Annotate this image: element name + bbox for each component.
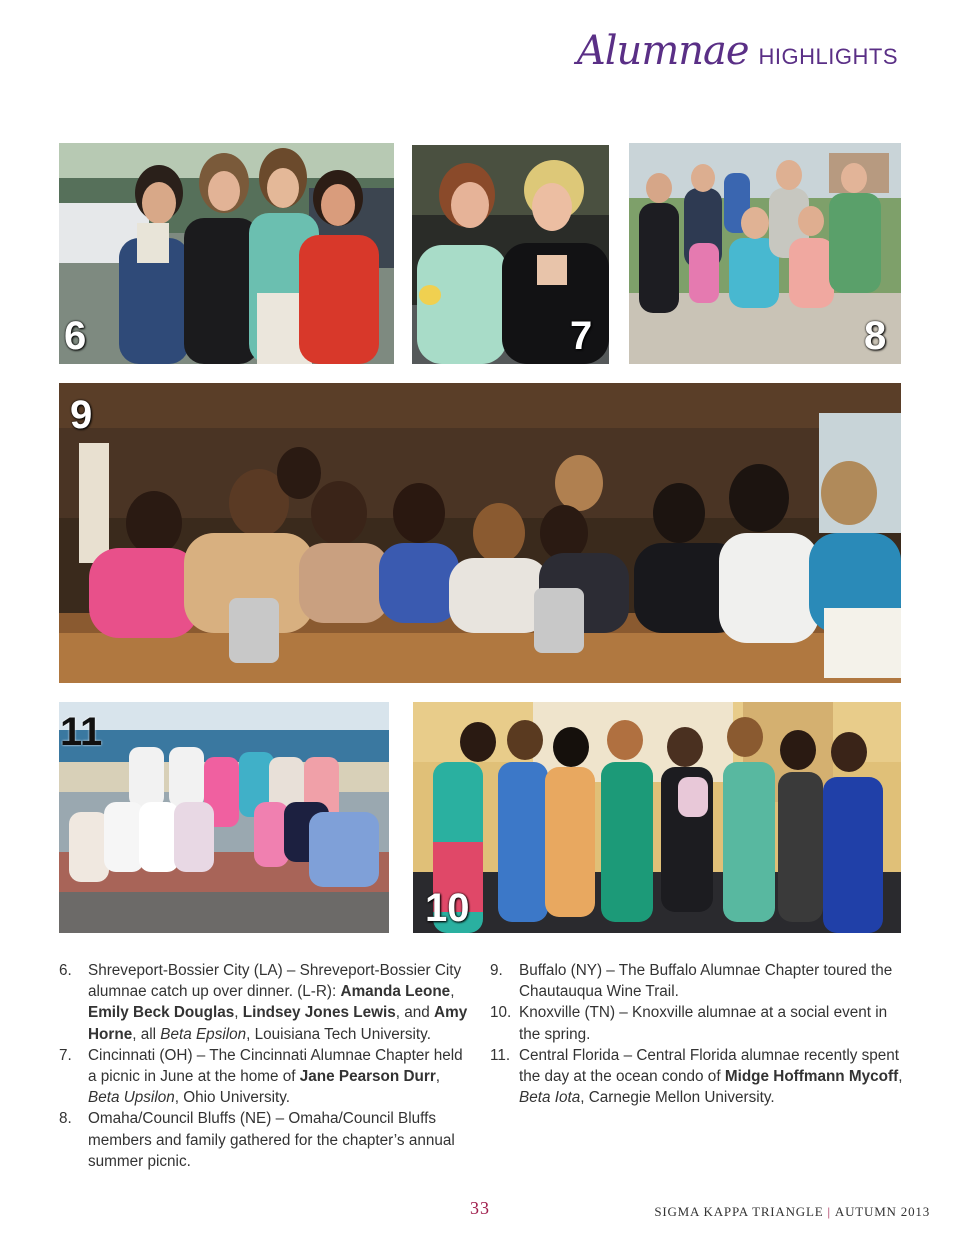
caption-item (59, 1108, 474, 1172)
photo-6-number: 6 (64, 314, 87, 358)
caption-number: 9. (490, 962, 503, 979)
photo-8 (629, 143, 901, 364)
header-script-word: Alumnae (576, 28, 749, 74)
caption-segment: , Louisiana Tech University. (246, 1025, 431, 1043)
caption-number: 6. (59, 962, 72, 979)
section-header (577, 28, 898, 78)
caption-segment: , (898, 1068, 903, 1086)
caption-text (519, 1002, 910, 1044)
caption-segment: Beta Epsilon (160, 1025, 247, 1043)
caption-item (490, 1045, 910, 1109)
publication-footer (654, 1204, 930, 1220)
caption-text (519, 1045, 910, 1109)
caption-segment: Knoxville (TN) – Knoxville alumnae at a social event in the spring. (519, 1004, 888, 1043)
captions-left-column (59, 960, 474, 1172)
caption-segment: , and (395, 1004, 435, 1022)
photo-8-number: 8 (864, 314, 887, 358)
footer-separator: | (827, 1204, 831, 1219)
caption-segment: Beta Iota (519, 1089, 581, 1107)
caption-segment: , (450, 983, 455, 1001)
caption-text (88, 1108, 474, 1172)
caption-segment: Shreveport-Bossier City (LA) – Shreveport-Bossier City alumnae catch up over dinner. (L-R): (88, 962, 462, 1001)
caption-number: 11. (490, 1046, 511, 1064)
publication-name: SIGMA KAPPA TRIANGLE (654, 1204, 824, 1219)
caption-item (490, 1002, 910, 1044)
caption-item (59, 960, 474, 1045)
caption-segment: Central Florida – Central Florida alumnae recently spent the day at the ocean condo of (519, 1046, 900, 1086)
caption-segment: Emily Beck Douglas (88, 1004, 235, 1022)
photo-10 (413, 702, 901, 933)
caption-text (88, 960, 474, 1045)
caption-text (519, 960, 910, 1002)
photo-11 (59, 702, 389, 933)
caption-segment: Beta Upsilon (88, 1089, 175, 1107)
photo-10-number: 10 (425, 886, 470, 930)
caption-segment: , (435, 1068, 441, 1086)
photo-9 (59, 383, 901, 683)
caption-segment: Midge Hoffmann Mycoff (724, 1068, 899, 1086)
page-number: 33 (470, 1198, 490, 1218)
issue-name: AUTUMN 2013 (834, 1204, 930, 1219)
captions-right-column (490, 960, 910, 1108)
caption-segment: Amy Horne (88, 1004, 468, 1043)
photo-6 (59, 143, 394, 364)
caption-segment: Jane Pearson Durr (299, 1068, 436, 1086)
header-caps-word: HIGHLIGHTS (758, 44, 898, 69)
photo-9-number: 9 (70, 393, 93, 437)
photo-7-number: 7 (570, 314, 593, 358)
caption-segment: , Carnegie Mellon University. (580, 1089, 775, 1107)
caption-number: 10. (490, 1004, 512, 1022)
caption-segment: , (234, 1004, 243, 1022)
caption-item (59, 1045, 474, 1109)
caption-segment: , Ohio University. (174, 1089, 291, 1107)
caption-number: 8. (59, 1110, 72, 1128)
caption-segment: , all (132, 1025, 161, 1043)
caption-segment: Omaha/Council Bluffs (NE) – Omaha/Council Bluffs members and family gathered for the chapter’s annual summer picnic. (88, 1110, 455, 1170)
caption-segment: Cincinnati (OH) – The Cincinnati Alumnae Chapter held a picnic in June at the home of (88, 1046, 463, 1086)
caption-segment: Buffalo (NY) – The Buffalo Alumnae Chapter toured the Chautauqua Wine Trail. (519, 962, 893, 1001)
caption-text (88, 1045, 474, 1109)
caption-segment: Amanda Leone (340, 983, 451, 1001)
photo-11-number: 11 (60, 710, 103, 754)
caption-number: 7. (59, 1046, 72, 1064)
caption-segment: Lindsey Jones Lewis (242, 1004, 396, 1022)
caption-item (490, 960, 910, 1002)
